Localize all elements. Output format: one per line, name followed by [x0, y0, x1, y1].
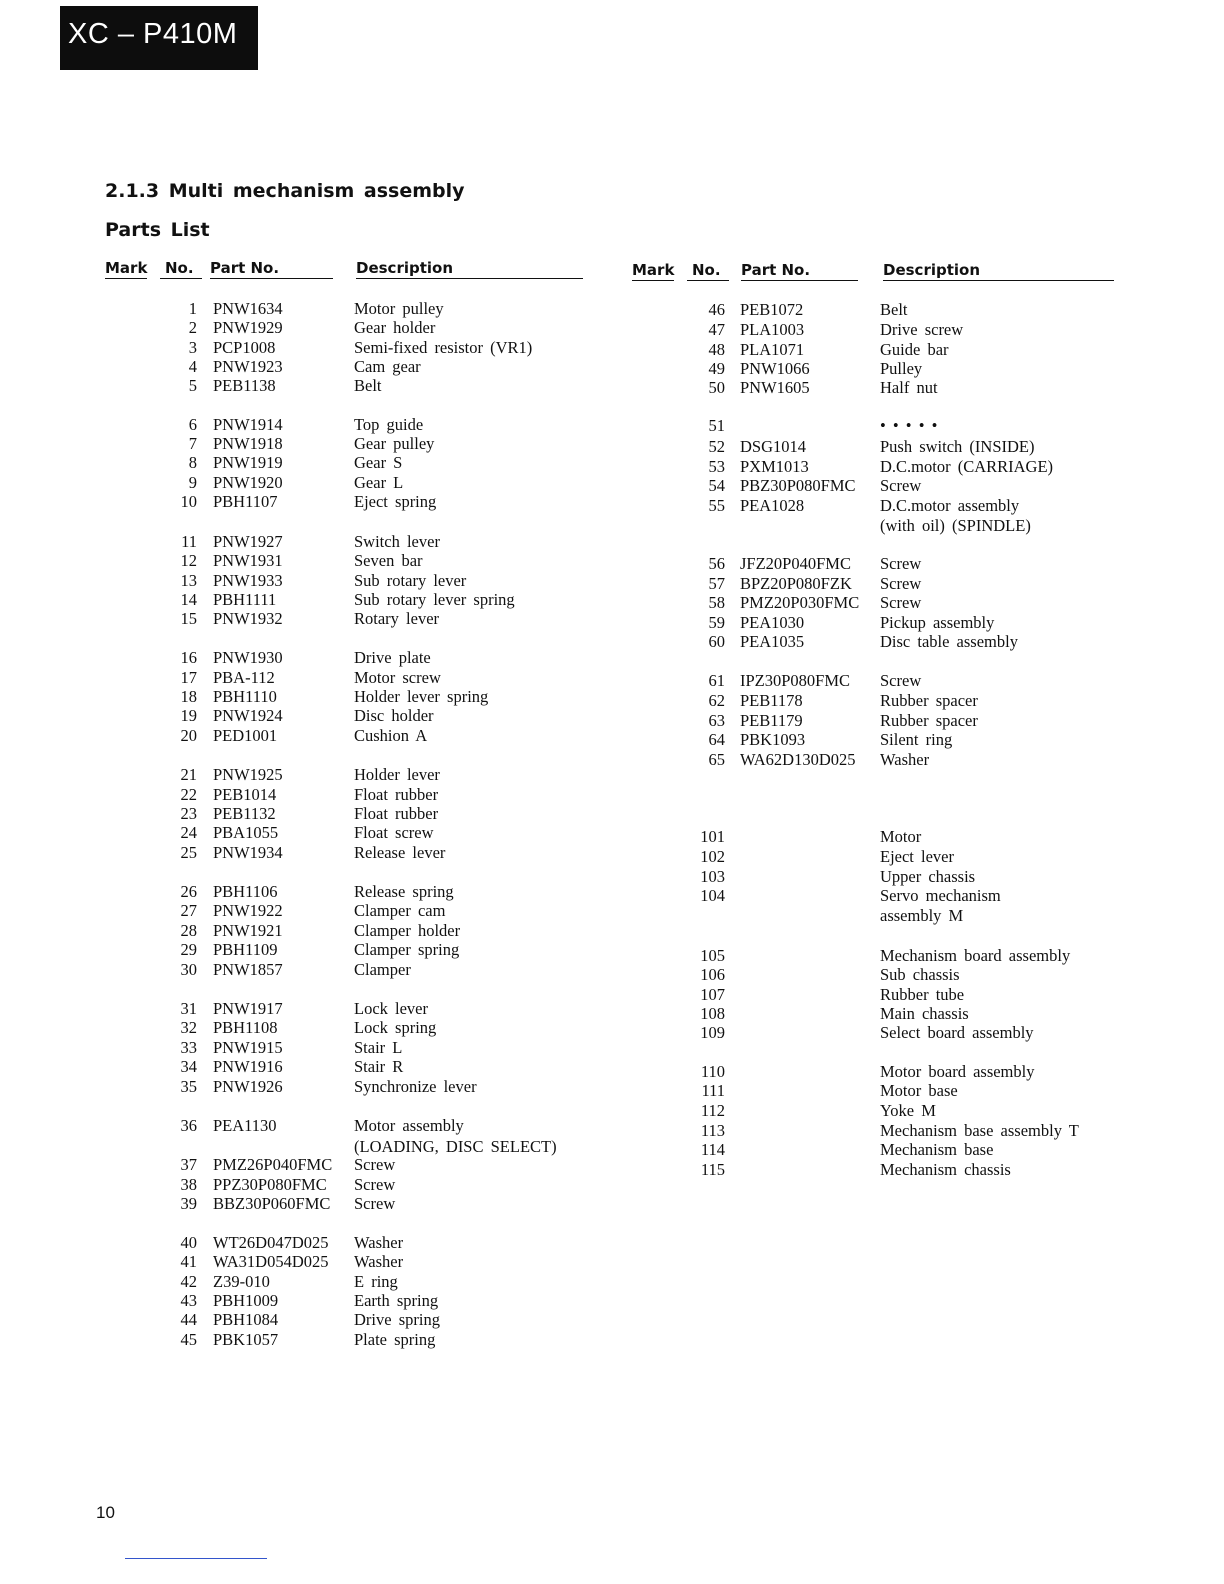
part-description: Cam gear [354, 357, 421, 376]
part-description: Upper chassis [880, 867, 976, 886]
item-number: 63 [708, 711, 725, 730]
page-number: 10 [96, 1503, 115, 1522]
part-description: Gear holder [354, 318, 436, 337]
part-no-header: Part No. [210, 259, 333, 279]
part-number: PBH1009 [213, 1291, 279, 1310]
part-number: PNW1922 [213, 901, 283, 920]
part-description: Washer [354, 1233, 404, 1252]
item-number: 54 [708, 476, 725, 495]
part-description: Screw [880, 574, 922, 593]
item-number: 60 [708, 632, 725, 651]
item-number: 44 [180, 1310, 197, 1329]
model-badge [60, 6, 258, 70]
part-description: Screw [880, 476, 922, 495]
part-description: Clamper spring [354, 940, 460, 959]
item-number: 28 [180, 921, 197, 940]
section-title: 2.1.3 Multi mechanism assembly [105, 180, 465, 202]
part-description: Lock spring [354, 1018, 437, 1037]
part-description: Gear S [354, 453, 403, 472]
item-number: 13 [180, 571, 197, 590]
item-number: 30 [180, 960, 197, 979]
part-number: Z39-010 [213, 1272, 270, 1291]
item-number: 112 [700, 1101, 725, 1120]
part-number: PBH1109 [213, 940, 278, 959]
item-number: 57 [708, 574, 725, 593]
part-description: Yoke M [880, 1101, 936, 1120]
item-number: 26 [180, 882, 197, 901]
part-description: Gear pulley [354, 434, 435, 453]
part-description: Top guide [354, 415, 424, 434]
item-number: 111 [701, 1081, 725, 1100]
item-number: 49 [708, 359, 725, 378]
part-number: PBH1110 [213, 687, 277, 706]
item-number: 27 [180, 901, 197, 920]
part-description: Guide bar [880, 340, 949, 359]
part-number: PNW1930 [213, 648, 283, 667]
part-number: PBK1057 [213, 1330, 279, 1349]
item-number: 101 [700, 827, 725, 846]
part-description: Mechanism base assembly T [880, 1121, 1079, 1140]
mark-header: Mark [632, 261, 675, 279]
part-number: PEB1072 [740, 300, 804, 319]
left-table-header [105, 259, 585, 281]
part-description: Float rubber [354, 785, 439, 804]
item-number: 50 [708, 378, 725, 397]
part-description: Servo mechanism [880, 886, 1001, 905]
part-description: Belt [354, 376, 382, 395]
part-description: Eject spring [354, 492, 437, 511]
part-description: Washer [354, 1252, 404, 1271]
item-number: 108 [700, 1004, 725, 1023]
item-number: 58 [708, 593, 725, 612]
item-number: 33 [180, 1038, 197, 1057]
part-number: PLA1071 [740, 340, 805, 359]
mark-header: Mark [105, 259, 148, 277]
item-number: 46 [708, 300, 725, 319]
part-number: PNW1924 [213, 706, 283, 725]
part-number: PNW1927 [213, 532, 283, 551]
item-number: 110 [700, 1062, 725, 1081]
part-description: Motor assembly [354, 1116, 464, 1135]
item-number: 14 [180, 590, 197, 609]
part-description: Drive plate [354, 648, 431, 667]
item-number: 4 [188, 357, 197, 376]
part-number: WT26D047D025 [213, 1233, 329, 1252]
part-number: PNW1857 [213, 960, 283, 979]
item-number: 15 [180, 609, 197, 628]
item-number: 103 [700, 867, 725, 886]
part-description: Sub chassis [880, 965, 960, 984]
part-number: BBZ30P060FMC [213, 1194, 331, 1213]
item-number: 51 [708, 416, 725, 435]
part-number: PEA1030 [740, 613, 805, 632]
part-number: PEB1179 [740, 711, 803, 730]
part-description: D.C.motor (CARRIAGE) [880, 457, 1054, 476]
footer-rule [125, 1558, 267, 1559]
item-number: 55 [708, 496, 725, 515]
description-header: Description [356, 259, 583, 279]
part-number: PEA1028 [740, 496, 805, 515]
part-number: PBH1084 [213, 1310, 279, 1329]
part-number: WA31D054D025 [213, 1252, 329, 1271]
no-header: No. [687, 261, 729, 281]
part-number: PNW1925 [213, 765, 283, 784]
part-number: JFZ20P040FMC [740, 554, 851, 573]
item-number: 56 [708, 554, 725, 573]
part-number: PMZ26P040FMC [213, 1155, 333, 1174]
item-number: 1 [188, 299, 197, 318]
part-description: Mechanism base [880, 1140, 994, 1159]
part-description: Disc holder [354, 706, 434, 725]
item-number: 22 [180, 785, 197, 804]
part-description: Motor [880, 827, 922, 846]
item-number: 105 [700, 946, 725, 965]
part-description: E ring [354, 1272, 398, 1291]
part-number: PBK1093 [740, 730, 806, 749]
item-number: 61 [708, 671, 725, 690]
part-number: PNW1934 [213, 843, 283, 862]
part-number: PBH1108 [213, 1018, 278, 1037]
item-number: 3 [188, 338, 197, 357]
item-number: 106 [700, 965, 725, 984]
item-number: 12 [180, 551, 197, 570]
item-number: 48 [708, 340, 725, 359]
part-description: Switch lever [354, 532, 440, 551]
part-description: Synchronize lever [354, 1077, 477, 1096]
part-description: Seven bar [354, 551, 423, 570]
part-description: Mechanism board assembly [880, 946, 1071, 965]
item-number: 25 [180, 843, 197, 862]
part-number: PNW1066 [740, 359, 810, 378]
part-number: PNW1920 [213, 473, 283, 492]
part-description: Earth spring [354, 1291, 439, 1310]
part-description: Float rubber [354, 804, 439, 823]
part-number: PNW1919 [213, 453, 283, 472]
part-description: Motor base [880, 1081, 958, 1100]
item-number: 17 [180, 668, 197, 687]
part-description: Drive spring [354, 1310, 440, 1329]
part-description: Select board assembly [880, 1023, 1034, 1042]
part-description: • • • • • [880, 416, 938, 435]
part-description: Motor screw [354, 668, 441, 687]
model-name: XC – P410M [68, 18, 238, 50]
part-number: PEB1138 [213, 376, 276, 395]
part-description: Washer [880, 750, 930, 769]
part-description: Mechanism chassis [880, 1160, 1011, 1179]
item-number: 36 [180, 1116, 197, 1135]
parts-list-title: Parts List [105, 219, 210, 241]
part-number: PNW1933 [213, 571, 283, 590]
item-number: 62 [708, 691, 725, 710]
no-header: No. [160, 259, 202, 279]
item-number: 39 [180, 1194, 197, 1213]
part-description: Release spring [354, 882, 454, 901]
item-number: 47 [708, 320, 725, 339]
part-number: PEB1132 [213, 804, 276, 823]
part-number: PNW1917 [213, 999, 283, 1018]
part-description: Silent ring [880, 730, 953, 749]
part-number: PLA1003 [740, 320, 805, 339]
part-description: (LOADING, DISC SELECT) [354, 1137, 557, 1156]
part-number: PNW1605 [740, 378, 810, 397]
part-number: PNW1932 [213, 609, 283, 628]
item-number: 6 [188, 415, 197, 434]
part-description: Gear L [354, 473, 404, 492]
item-number: 64 [708, 730, 725, 749]
part-description: Sub rotary lever [354, 571, 467, 590]
part-description: Pulley [880, 359, 923, 378]
part-description: Lock lever [354, 999, 429, 1018]
part-number: PNW1931 [213, 551, 283, 570]
part-number: PXM1013 [740, 457, 809, 476]
part-description: assembly M [880, 906, 964, 925]
item-number: 23 [180, 804, 197, 823]
part-number: PNW1929 [213, 318, 283, 337]
part-number: PBH1107 [213, 492, 278, 511]
part-description: Clamper [354, 960, 411, 979]
item-number: 2 [188, 318, 197, 337]
item-number: 9 [188, 473, 197, 492]
item-number: 41 [180, 1252, 197, 1271]
part-description: Drive screw [880, 320, 964, 339]
item-number: 102 [700, 847, 725, 866]
part-description: Clamper holder [354, 921, 461, 940]
part-number: PMZ20P030FMC [740, 593, 860, 612]
item-number: 24 [180, 823, 197, 842]
item-number: 18 [180, 687, 197, 706]
part-description: Stair R [354, 1057, 404, 1076]
item-number: 53 [708, 457, 725, 476]
item-number: 10 [180, 492, 197, 511]
part-description: Rotary lever [354, 609, 440, 628]
part-description: Push switch (INSIDE) [880, 437, 1035, 456]
item-number: 115 [700, 1160, 725, 1179]
item-number: 114 [700, 1140, 725, 1159]
item-number: 59 [708, 613, 725, 632]
part-description: Holder lever [354, 765, 440, 784]
part-number: PBA-112 [213, 668, 275, 687]
item-number: 40 [180, 1233, 197, 1252]
part-number: BPZ20P080FZK [740, 574, 852, 593]
part-description: Half nut [880, 378, 938, 397]
part-number: PEA1130 [213, 1116, 277, 1135]
part-description: Screw [880, 554, 922, 573]
item-number: 31 [180, 999, 197, 1018]
part-number: PNW1918 [213, 434, 283, 453]
item-number: 21 [180, 765, 197, 784]
part-number: PEB1178 [740, 691, 803, 710]
part-description: Screw [354, 1155, 396, 1174]
part-number: PNW1923 [213, 357, 283, 376]
item-number: 52 [708, 437, 725, 456]
part-number: PNW1915 [213, 1038, 283, 1057]
part-description: (with oil) (SPINDLE) [880, 516, 1031, 535]
item-number: 113 [700, 1121, 725, 1140]
part-number: PED1001 [213, 726, 278, 745]
part-description: Pickup assembly [880, 613, 995, 632]
part-description: Sub rotary lever spring [354, 590, 515, 609]
part-description: Plate spring [354, 1330, 436, 1349]
part-number: PNW1916 [213, 1057, 283, 1076]
part-description: Screw [354, 1194, 396, 1213]
part-number: IPZ30P080FMC [740, 671, 851, 690]
item-number: 29 [180, 940, 197, 959]
item-number: 43 [180, 1291, 197, 1310]
part-description: Eject lever [880, 847, 954, 866]
part-number: PNW1926 [213, 1077, 283, 1096]
part-number: PBA1055 [213, 823, 279, 842]
item-number: 5 [188, 376, 197, 395]
item-number: 7 [188, 434, 197, 453]
part-number: PBH1111 [213, 590, 277, 609]
part-description: Disc table assembly [880, 632, 1018, 651]
part-number: DSG1014 [740, 437, 807, 456]
item-number: 20 [180, 726, 197, 745]
description-header: Description [883, 261, 1114, 281]
part-number: PNW1634 [213, 299, 283, 318]
part-description: Semi-fixed resistor (VR1) [354, 338, 533, 357]
part-description: Motor pulley [354, 299, 444, 318]
item-number: 32 [180, 1018, 197, 1037]
part-number: PBH1106 [213, 882, 278, 901]
part-description: Belt [880, 300, 908, 319]
item-number: 38 [180, 1175, 197, 1194]
part-no-header: Part No. [741, 261, 858, 281]
item-number: 45 [180, 1330, 197, 1349]
part-number: PNW1921 [213, 921, 283, 940]
item-number: 34 [180, 1057, 197, 1076]
part-description: Screw [354, 1175, 396, 1194]
part-description: Rubber spacer [880, 691, 978, 710]
part-number: PEB1014 [213, 785, 277, 804]
part-number: PBZ30P080FMC [740, 476, 856, 495]
part-description: Rubber tube [880, 985, 965, 1004]
part-description: Screw [880, 593, 922, 612]
part-description: Rubber spacer [880, 711, 978, 730]
part-number: PPZ30P080FMC [213, 1175, 327, 1194]
part-number: PNW1914 [213, 415, 283, 434]
part-description: Release lever [354, 843, 446, 862]
item-number: 42 [180, 1272, 197, 1291]
item-number: 11 [181, 532, 197, 551]
part-number: PCP1008 [213, 338, 276, 357]
part-description: Cushion A [354, 726, 428, 745]
right-table-header [632, 261, 1112, 283]
part-number: PEA1035 [740, 632, 805, 651]
item-number: 107 [700, 985, 725, 1004]
item-number: 65 [708, 750, 725, 769]
part-description: Float screw [354, 823, 434, 842]
part-number: WA62D130D025 [740, 750, 856, 769]
part-description: D.C.motor assembly [880, 496, 1020, 515]
part-description: Clamper cam [354, 901, 446, 920]
part-description: Main chassis [880, 1004, 969, 1023]
item-number: 35 [180, 1077, 197, 1096]
part-description: Holder lever spring [354, 687, 489, 706]
part-description: Stair L [354, 1038, 403, 1057]
item-number: 8 [188, 453, 197, 472]
part-description: Motor board assembly [880, 1062, 1035, 1081]
item-number: 19 [180, 706, 197, 725]
item-number: 109 [700, 1023, 725, 1042]
item-number: 37 [180, 1155, 197, 1174]
item-number: 16 [180, 648, 197, 667]
part-description: Screw [880, 671, 922, 690]
item-number: 104 [700, 886, 725, 905]
